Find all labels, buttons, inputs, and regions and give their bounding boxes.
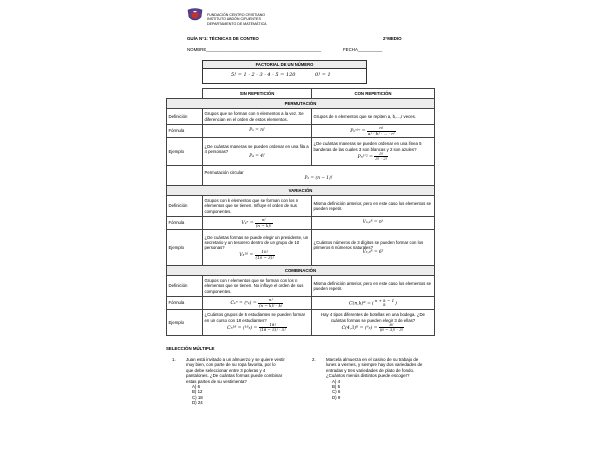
institution-line: FUNDACIÓN CENTRO CRISTIANO bbox=[207, 13, 266, 17]
permutation-formula: Pₙ = n! bbox=[203, 125, 312, 138]
factorial-title: FACTORIAL DE UN NÚMERO bbox=[203, 61, 366, 69]
question-text-line: Juan está invitado a un almuerzo y se quiere vestir bbox=[186, 357, 285, 362]
section-variation: VARIACIÓN bbox=[167, 186, 435, 196]
factorial-zero: 0! = 1 bbox=[315, 72, 331, 78]
factorial-example: 5! = 1 · 2 · 3 · 4 · 5 = 120 bbox=[231, 72, 296, 78]
variation-definition: Grupos con k elementos que se forman con los n elementos que se tienen. Influye el orden de sus componentes. bbox=[203, 196, 312, 217]
counting-techniques-table bbox=[166, 88, 435, 336]
combination-rep-definition: Misma definición anterior, pero en este caso los elementos se pueden repetir. bbox=[312, 276, 435, 297]
header-sin-repeticion: SIN REPETICIÓN bbox=[203, 89, 312, 99]
answer-option[interactable]: D) 24 bbox=[192, 400, 203, 406]
institution-line: INSTITUTO ABDÓN CIFUENTES bbox=[207, 17, 261, 22]
row-label: Ejemplo bbox=[167, 310, 203, 336]
question-text-line: lunes a viernes, y siempre hay dos variedades de bbox=[326, 362, 423, 368]
row-label: Ejemplo bbox=[167, 138, 203, 166]
row-label: Fórmula bbox=[167, 125, 203, 138]
question-text-line: estas partes de su vestimenta? bbox=[186, 378, 247, 384]
question-text-line: ¿Cuántos menús distintos puede escoger? bbox=[326, 373, 410, 379]
permutation-rep-example: ¿De cuántas maneras se pueden ordenar en una línea 5 banderas de las cuales 3 son blancas y 2 son azules? P₅³ʼ² = $\frac{5!}{3! \cdot 2!}$ bbox=[312, 138, 435, 166]
variation-rep-formula: Vₙ,ₖᴿ = nᵏ bbox=[312, 217, 435, 230]
row-label: Definición bbox=[167, 196, 203, 217]
combination-rep-example: Hay 4 tipos diferentes de botellas en una bodega. ¿De cuántas formas se pueden elegir 3 de ellas? C(4,3)ᴿ = (⁶₃) = $\frac{6!}{(6 - 3)! \cdot 3!}$ bbox=[312, 310, 435, 336]
multiple-choice-title: SELECCIÓN MÚLTIPLE bbox=[166, 346, 215, 351]
section-combination: COMBINACIÓN bbox=[167, 266, 435, 276]
question-text-line: pantalones. ¿De cuántas formas puede combinar bbox=[186, 373, 283, 379]
name-field[interactable]: NOMBRE_______________________________________________ bbox=[187, 47, 322, 52]
school-crest-logo bbox=[186, 8, 204, 24]
answer-option[interactable]: D) 9 bbox=[332, 394, 341, 400]
answer-option[interactable]: A) 4 bbox=[332, 378, 341, 384]
circular-permutation: Permutación circular Pₙ = (n − 1)! bbox=[203, 166, 435, 186]
variation-rep-example: ¿Cuántos números de 3 dígitos se pueden formar con los primeros 6 números naturales? V₃,₆ᴿ = 6³ bbox=[312, 230, 435, 266]
question-text-line: entradas y tres variedades de plato de fondo. bbox=[326, 367, 415, 373]
row-label: Fórmula bbox=[167, 217, 203, 230]
combination-definition: Grupos con r elementos que se forman con los n elementos que se tienen. No influye el orden de sus componentes. bbox=[203, 276, 312, 297]
grade-label: 2°MEDIO bbox=[383, 36, 402, 41]
variation-rep-definition: Misma definición anterior, pero en este caso los elementos se pueden repetir. bbox=[312, 196, 435, 217]
combination-rep-formula: C(n,k)ᴿ = ( n + k − 1 k ) bbox=[312, 297, 435, 310]
answer-option[interactable]: C) 18 bbox=[192, 394, 203, 400]
question-text-line: muy bien, con parte de su ropa favorita, por lo bbox=[186, 362, 276, 368]
question-text-line: que debe seleccionar entre 3 poleras y 4 bbox=[186, 367, 266, 373]
row-label: Fórmula bbox=[167, 297, 203, 310]
institution-line: DEPARTAMENTO DE MATEMÁTICA bbox=[207, 21, 267, 26]
permutation-rep-formula: Pₙᵃᵇʳ = $\frac{n!}{a! \cdot b! \cdot ... \cdot r!}$ bbox=[312, 125, 435, 138]
question-number: 1. bbox=[172, 357, 176, 362]
answer-option[interactable]: C) 6 bbox=[332, 389, 341, 395]
variation-example: ¿De cuántas formas se puede elegir un presidente, un secretario y un tesorero dentro de un grupo de 10 personas? V₃¹⁰ = $\frac{10!}{(10 - 3)!}$ bbox=[203, 230, 312, 266]
permutation-rep-definition: Grupos de n elementos que se repiten a, b,...,r veces. bbox=[312, 109, 435, 125]
factorial-box bbox=[202, 60, 367, 84]
date-field[interactable]: FECHA__________ bbox=[343, 47, 383, 52]
question-number: 2. bbox=[312, 357, 316, 362]
combination-example: ¿Cuántos grupos de 5 estudiantes se pueden formar en un curso con 18 estudiantes? C₅¹⁸ = (¹⁸₅) = $\frac{18!}{(18 - 5)! \cdot 5!}$ bbox=[203, 310, 312, 336]
row-label: Ejemplo bbox=[167, 230, 203, 266]
row-label: Definición bbox=[167, 109, 203, 125]
answer-option[interactable]: B) 5 bbox=[332, 384, 341, 390]
institution-name bbox=[207, 13, 267, 26]
permutation-definition: Grupos que se forman con n elementos a la vez. Se diferencian en el orden de estos elementos. bbox=[203, 109, 312, 125]
answer-option[interactable]: B) 12 bbox=[192, 389, 203, 395]
section-permutation: PERMUTACIÓN bbox=[167, 99, 435, 109]
answer-option[interactable]: A) 6 bbox=[192, 384, 201, 390]
variation-formula: Vₖⁿ = $\frac{n!}{(n - k)!}$ bbox=[203, 217, 312, 230]
combination-formula: Cₖⁿ = (ⁿₖ) = $\frac{n!}{(n - k)! \cdot k!}$ bbox=[203, 297, 312, 310]
permutation-example: ¿De cuántas maneras se pueden ordenar en una fila a 4 personas? P₄ = 4! bbox=[203, 138, 312, 166]
row-label: Definición bbox=[167, 276, 203, 297]
guide-title: GUÍA N°1: TÉCNICAS DE CONTEO bbox=[187, 36, 259, 41]
header-con-repeticion: CON REPETICIÓN bbox=[312, 89, 435, 99]
question-text-line: Marcela almuerza en el casino de su trabajo de bbox=[326, 357, 419, 362]
